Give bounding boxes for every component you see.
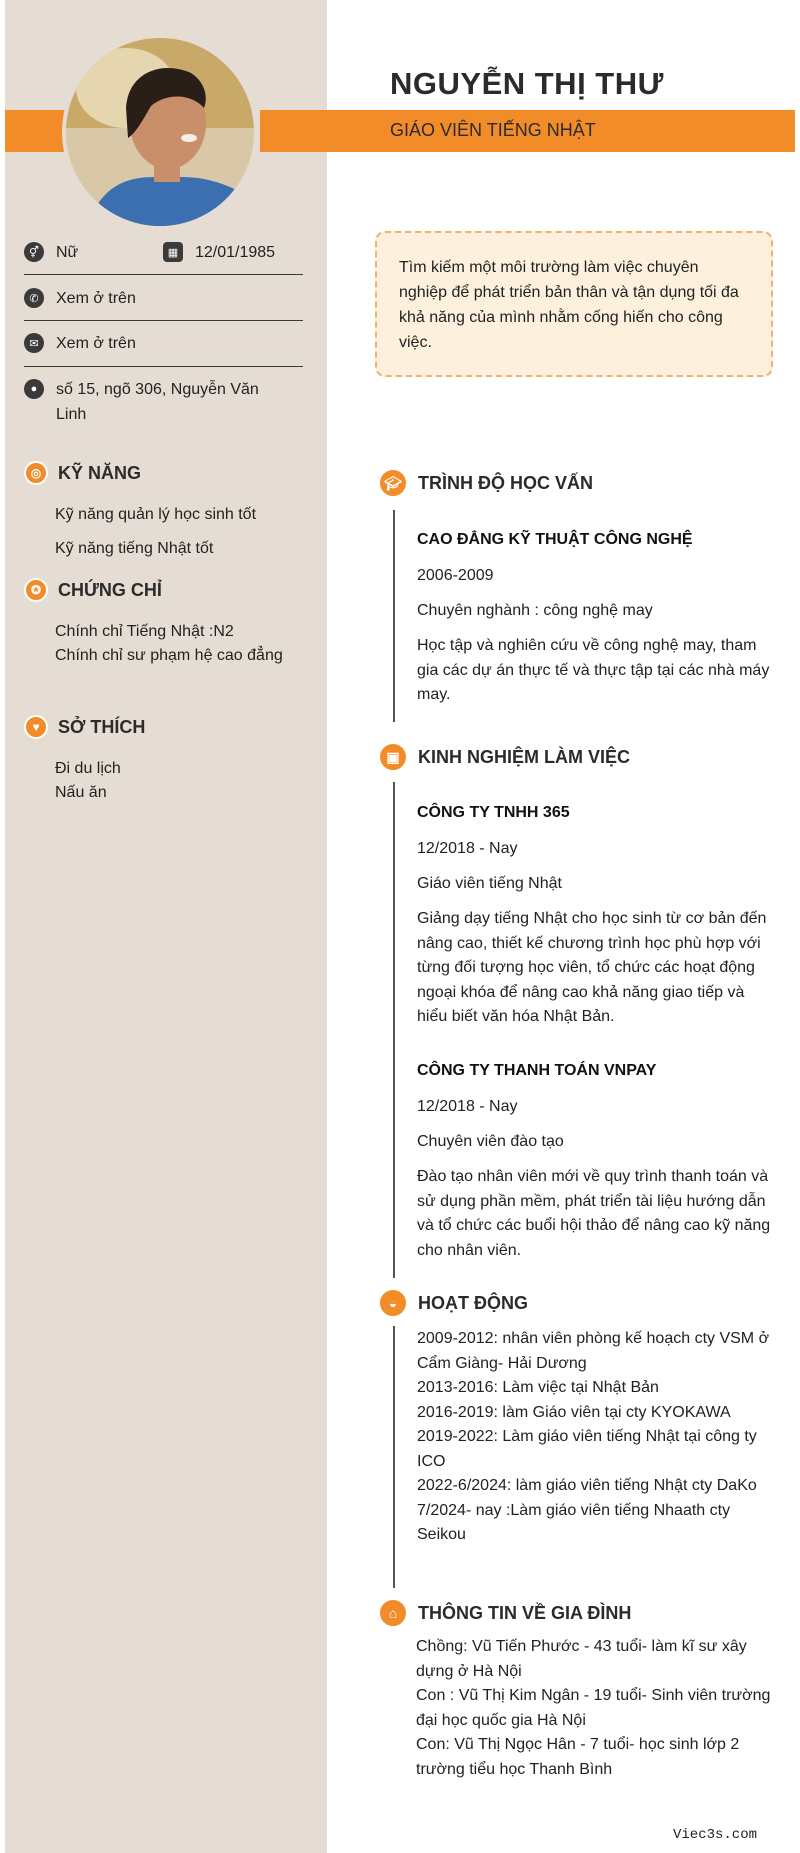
education-period: 2006-2009 xyxy=(417,567,494,584)
header-band-left xyxy=(5,110,67,152)
activity-item: 2019-2022: Làm giáo viên tiếng Nhật tại công ty ICO xyxy=(417,1428,757,1470)
skills-heading: ◎ KỸ NĂNG xyxy=(24,461,141,485)
family-heading: ⌂ THÔNG TIN VỀ GIA ĐÌNH xyxy=(378,1598,631,1628)
footer-watermark: Viec3s.com xyxy=(673,1827,758,1843)
certificates-heading: ✪ CHỨNG CHỈ xyxy=(24,578,162,602)
education-description: Học tập và nghiên cứu về công nghệ may, tham gia các dự án thực tế và thực tập tại các nhà máy may. xyxy=(417,637,770,703)
job-company: CÔNG TY TNHH 365 xyxy=(417,804,570,821)
divider xyxy=(24,366,303,367)
sidebar xyxy=(5,0,327,1853)
family-item: Con : Vũ Thị Kim Ngân - 19 tuổi- Sinh viên trường đại học quốc gia Hà Nội xyxy=(416,1687,771,1729)
address-value: số 15, ngõ 306, Nguyễn Văn Linh xyxy=(56,381,259,423)
job-title: GIÁO VIÊN TIẾNG NHẬT xyxy=(390,120,596,140)
skill-item: Kỹ năng quản lý học sinh tốt xyxy=(55,506,257,523)
briefcase-icon: ▣ xyxy=(378,742,408,772)
activity-item: 7/2024- nay :Làm giáo viên tiếng Nhaath cty Seikou xyxy=(417,1501,731,1543)
email-row xyxy=(24,331,136,356)
hobby-item: Nấu ăn xyxy=(55,784,107,801)
experience-heading: ▣ KINH NGHIỆM LÀM VIỆC xyxy=(378,742,630,772)
activity-item: 2009-2012: nhân viên phòng kế hoạch cty VSM ở Cẩm Giàng- Hải Dương xyxy=(417,1330,770,1372)
birthday-row xyxy=(163,240,275,265)
activity-item: 2022-6/2024: làm giáo viên tiếng Nhật cty DaKo xyxy=(417,1477,757,1494)
education-school: CAO ĐẲNG KỸ THUẬT CÔNG NGHỆ xyxy=(417,531,693,548)
certificate-item: Chính chỉ Tiếng Nhật :N2 xyxy=(55,623,234,640)
timeline-line xyxy=(393,782,395,1278)
job-period: 12/2018 - Nay xyxy=(417,1098,518,1115)
family-list xyxy=(416,1635,781,1782)
divider xyxy=(24,320,303,321)
job-company: CÔNG TY THANH TOÁN VNPAY xyxy=(417,1062,657,1079)
candidate-name: NGUYỄN THỊ THƯ xyxy=(390,66,664,101)
heart-icon: ♥ xyxy=(24,715,48,739)
phone-value: Xem ở trên xyxy=(56,290,136,307)
location-pin-icon: ● xyxy=(24,379,44,399)
gender-value: Nữ xyxy=(56,244,79,261)
timeline-line xyxy=(393,1326,395,1588)
activities-list xyxy=(417,1327,779,1548)
home-icon: ⌂ xyxy=(378,1598,408,1628)
calendar-icon: ▦ xyxy=(163,242,183,262)
phone-icon: ✆ xyxy=(24,288,44,308)
job-description: Đào tạo nhân viên mới về quy trình thanh toán và sử dụng phần mềm, phát triển tài liệu hướng dẫn và tổ chức các buổi hội thảo để nâng cao kỹ năng cho nhân viên. xyxy=(417,1168,771,1259)
job-description: Giảng dạy tiếng Nhật cho học sinh từ cơ bản đến nâng cao, thiết kế chương trình học phù hợp với từng đối tượng học viên, tổ chức các hoạt động ngoại khóa để nâng cao khả năng giao tiếp và hiểu biết văn hóa Nhật Bản. xyxy=(417,910,767,1025)
job-position: Giáo viên tiếng Nhật xyxy=(417,875,562,892)
profile-photo xyxy=(62,34,258,230)
gender-icon: ⚥ xyxy=(24,242,44,262)
graduation-cap-icon: 🎓︎ xyxy=(378,468,408,498)
target-icon: ◎ xyxy=(24,461,48,485)
timeline-line xyxy=(393,510,395,722)
education-major: Chuyên nghành : công nghệ may xyxy=(417,602,653,619)
hobby-item: Đi du lịch xyxy=(55,760,121,777)
objective-box: Tìm kiếm một môi trường làm việc chuyên nghiệp để phát triển bản thân và tận dụng tối đa khả năng của mình nhằm cống hiến cho công việc. xyxy=(375,231,773,377)
gender-row xyxy=(24,240,78,265)
mail-icon: ✉ xyxy=(24,333,44,353)
activity-item: 2013-2016: Làm việc tại Nhật Bản xyxy=(417,1379,659,1396)
activities-heading: ◒ HOẠT ĐỘNG xyxy=(378,1288,528,1318)
job-position: Chuyên viên đào tạo xyxy=(417,1133,564,1150)
family-item: Chồng: Vũ Tiến Phước - 43 tuổi- làm kĩ sư xây dựng ở Hà Nội xyxy=(416,1638,747,1680)
hobbies-heading: ♥ SỞ THÍCH xyxy=(24,715,145,739)
certificate-item: Chính chỉ sư phạm hệ cao đẳng xyxy=(55,647,283,664)
phone-row xyxy=(24,286,136,311)
email-value: Xem ở trên xyxy=(56,335,136,352)
job-period: 12/2018 - Nay xyxy=(417,840,518,857)
family-item: Con: Vũ Thị Ngọc Hân - 7 tuổi- học sinh lớp 2 trường tiểu học Thanh Bình xyxy=(416,1736,740,1778)
bell-icon: ◒ xyxy=(378,1288,408,1318)
award-icon: ✪ xyxy=(24,578,48,602)
birthday-value: 12/01/1985 xyxy=(195,244,276,261)
education-heading: 🎓︎ TRÌNH ĐỘ HỌC VẤN xyxy=(378,468,593,498)
divider xyxy=(24,274,303,275)
skill-item: Kỹ năng tiếng Nhật tốt xyxy=(55,540,214,557)
address-row xyxy=(24,377,284,427)
activity-item: 2016-2019: làm Giáo viên tại cty KYOKAWA xyxy=(417,1403,731,1421)
